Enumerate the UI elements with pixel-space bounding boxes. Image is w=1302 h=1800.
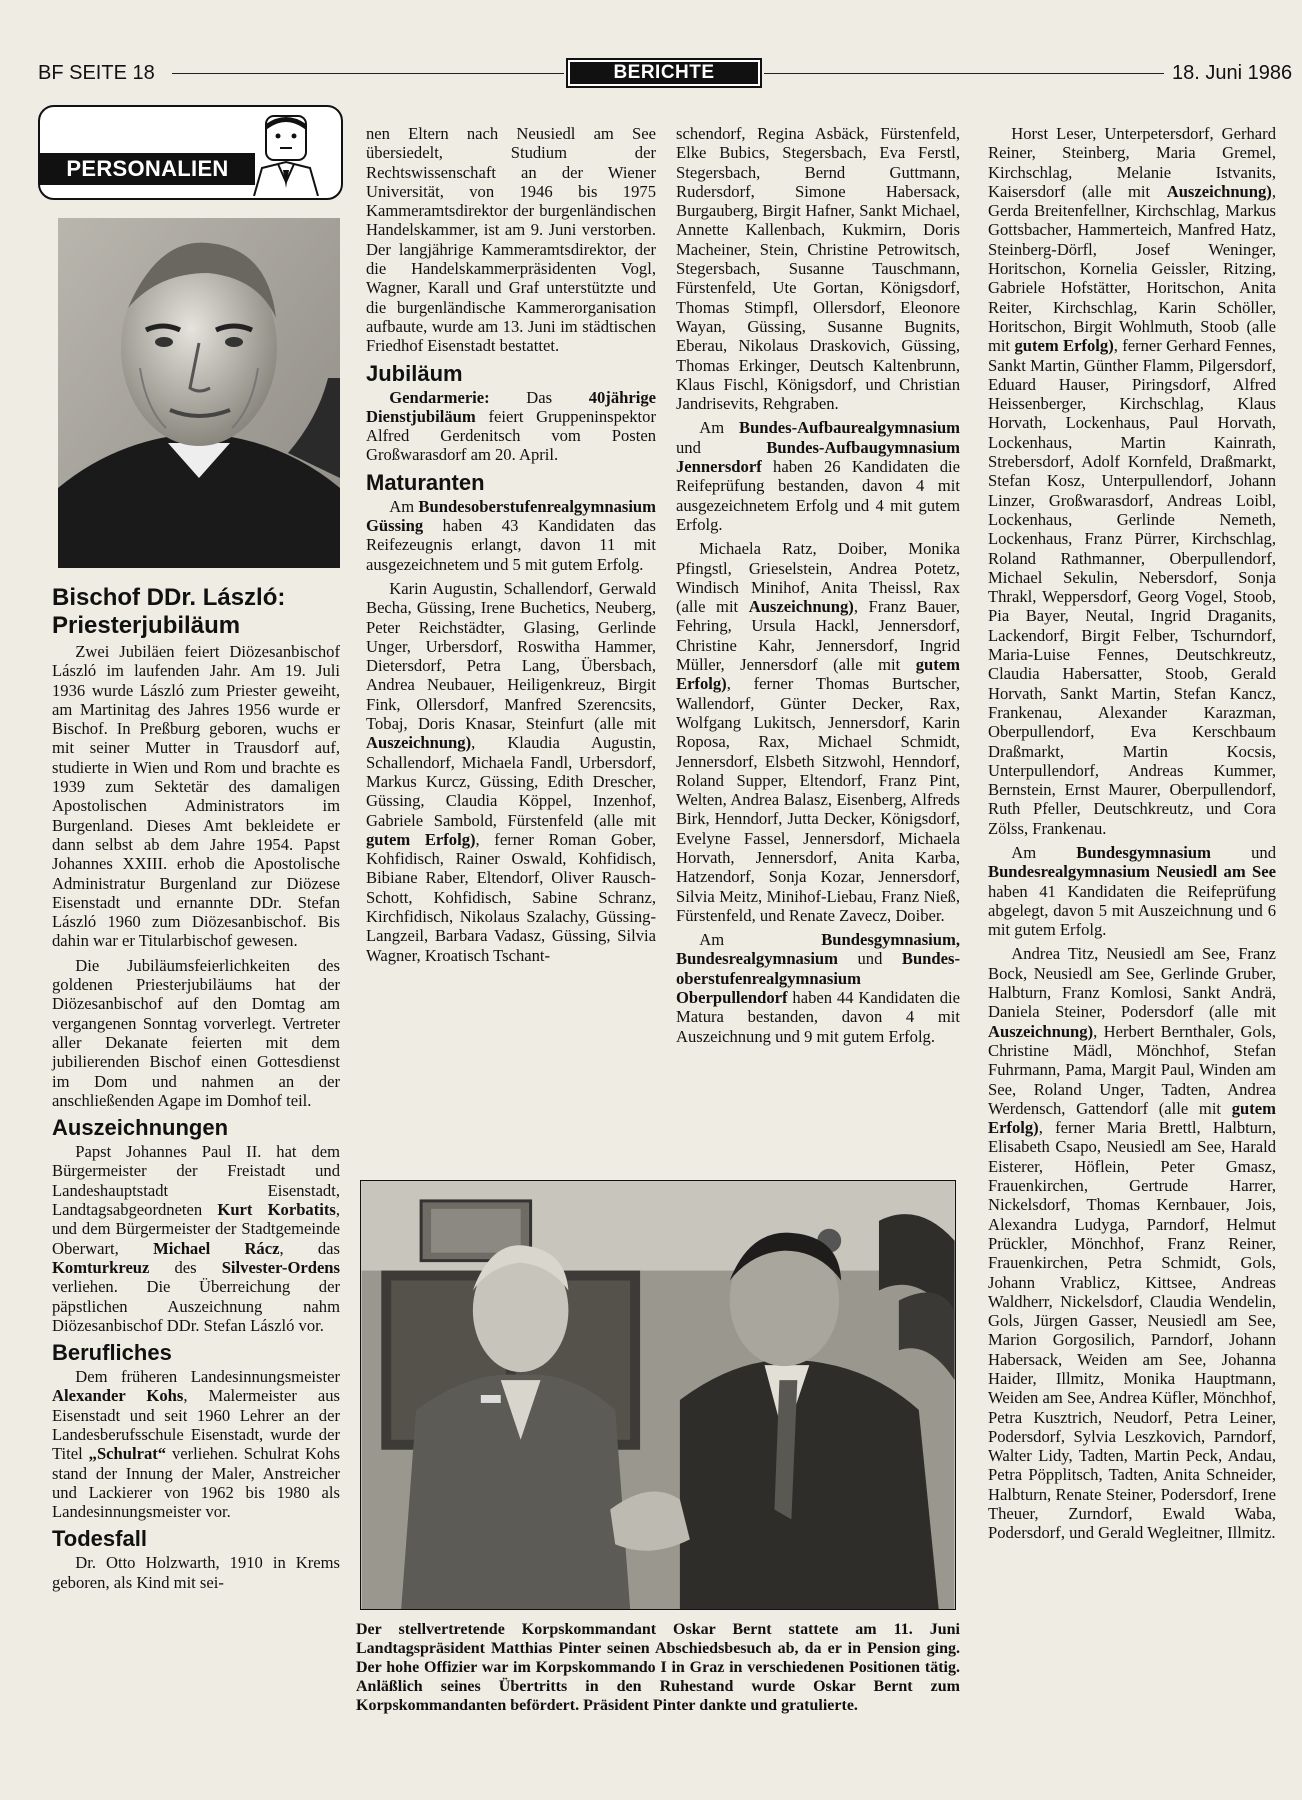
oberpullendorf-paragraph: Am Bundesgymnasium, Bundesrealgymnasium und Bundes-oberstufenrealgymnasium Oberpullendorf haben 44 Kandidaten die Matura bestanden, davon 4 mit Auszeichnung und 9 mit gutem Erfolg. — [676, 930, 960, 1046]
awards-paragraph: Papst Johannes Paul II. hat dem Bürgermeister der Freistadt und Landeshauptstadt Eisenstadt, Landtagsabgeordneten Kurt Korbatits, und dem Bürgermeister der Stadtgemeinde Oberwart, Michael Rácz, das Komturkreuz des Silvester-Ordens verliehen. Die Überreichung der päpstlichen Auszeichnung nahm Diözesanbischof DDr. Stefan László vor. — [52, 1142, 340, 1335]
column-1 — [52, 580, 340, 1597]
matur-names-paragraph: Karin Augustin, Schallendorf, Gerwald Becha, Güssing, Irene Buchetics, Neuberg, Peter Reichstädter, Glasing, Gerlinde Unger, Urbersdorf, Roswitha Hammer, Dietersdorf, Petra Lang, Übersbach, Andrea Neubauer, Heiligenkreuz, Birgit Fink, Ollersdorf, Manfred Szerencsits, Tobaj, Doris Knasar, Steinfurt (alle mit Auszeichnung), Klaudia Augustin, Schallendorf, Michaela Fandl, Urbersdorf, Markus Kurcz, Güssing, Edith Drescher, Güssing, Claudia Köppel, Inzenhof, Gabriele Sambold, Fürstenfeld (alle mit gutem Erfolg), ferner Roman Gober, Kohfidisch, Rainer Oswald, Kohfidisch, Bibiane Raber, Eltendorf, Oliver Rausch-Schott, Kohfidisch, Sabine Schranz, Kirchfidisch, Nikolaus Szalachy, Güssing-Langzeil, Barbara Vadasz, Güssing, Silvia Wagner, Kroatisch Tschant- — [366, 578, 657, 965]
name-korbatits: Kurt Korbatits — [217, 1200, 336, 1220]
column-3 — [676, 124, 960, 1051]
career-paragraph: Dem früheren Landesinnungsmeister Alexander Kohs, Malermeister aus Eisenstadt und seit 1960 Lehrer an der Landesberufsschule Eisenstadt, wurde der Titel „Schulrat“ verliehen. Schulrat Kohs stand der Innung der Maler, Anstreicher und Lackierer von 1962 bis 1980 als Landesinnungsmeister vor. — [52, 1367, 340, 1522]
award-silvester-orden: Silvester-Ordens — [221, 1257, 340, 1277]
jubilee-paragraph: Gendarmerie: Das 40jährige Dienstjubiläum feiert Gruppeninspektor Alfred Gerdenitsch vom Posten Großwarasdorf am 20. April. — [366, 387, 656, 465]
handshake-photo — [360, 1180, 956, 1610]
neusiedl-names-paragraph: Andrea Titz, Neusiedl am See, Franz Bock, Neusiedl am See, Gerlinde Gruber, Halbturn, Franz Komlosi, Sankt Andrä, Daniela Steiner, Podersdorf (alle mit Auszeichnung), Herbert Bernthaler, Gols, Christine Mädl, Mönchhof, Stefan Fuhrmann, Pama, Margit Paul, Winden am See, Roland Unger, Tadten, Andrea Werdensch, Gattendorf (alle mit gutem Erfolg), ferner Maria Brettl, Halbturn, Elisabeth Csapo, Neusiedl am See, Harald Eisterer, Höflein, Peter Gmasz, Frauenkirchen, Gertrude Harrer, Nickelsdorf, Thomas Kernbauer, Jois, Alexandra Ludyga, Parndorf, Helmut Prückler, Mönchhof, Franz Reiner, Frauenkirchen, Petra Schmidt, Gols, Johann Vrablicz, Kittsee, Andreas Waldherr, Nickelsdorf, Claudia Wendelin, Gols, Jürgen Gasser, Neusiedl am See, Marion Gorgosilich, Parndorf, Johann Habersack, Weiden am See, Johanna Haider, Illmitz, Monika Hauptmann, Weiden am See, Andrea Küfler, Mönchhof, Petra Kusztrich, Neudorf, Petra Leiner, Podersdorf, Sylvia Leszkovich, Parndorf, Walter Lidy, Tadten, Martin Peck, Andau, Petra Pöpplitsch, Tadten, Anita Schneider, Halbturn, Renate Steiner, Podersdorf, Irene Theuer, Zurndorf, Ewald Waba, Podersdorf, und Gerald Wegleitner, Illmitz. — [988, 944, 1276, 1543]
jennersdorf-paragraph: Am Bundes-Aufbaurealgymnasium und Bundes-Aufbaugymnasium Jennersdorf haben 26 Kandidaten die Reifeprüfung bestanden, davon 4 mit ausgezeichnetem Erfolg und 4 mit gutem Erfolg. — [676, 418, 960, 534]
photo-caption: Der stellvertretende Korpskommandant Oskar Bernt stattete am 11. Juni Landtagspräsident Matthias Pinter seinen Abschiedsbesuch ab, da er in Pension ging. Der hohe Offizier war im Korpskommando I in Graz in verschiedenen Positionen tätig. Anläßlich seines Übertritts in den Ruhestand wurde Oskar Bernt zum Korpskommandanten befördert. Präsident Pinter dankte und gratulierte. — [356, 1621, 960, 1714]
bishop-paragraph-2: Die Jubiläumsfeierlichkeiten des goldenen Priesterjubiläums hat der Diözesanbischof auf den Domtag am vergangenen Sonntag vorverlegt. Vertreter aller Dekanate feierten mit dem jubilierenden Bischof einen Gottesdienst im Dom und nahmen an der anschließenden Agape im Domhof teil. — [52, 955, 340, 1110]
column-4 — [988, 124, 1276, 1548]
jubilee-heading: Jubiläum — [366, 360, 463, 386]
header-rule-left — [172, 73, 564, 74]
personalien-badge: PERSONALIEN — [40, 153, 255, 185]
death-heading: Todesfall — [52, 1526, 147, 1552]
award-komturkreuz: Komturkreuz — [52, 1257, 150, 1277]
death-paragraph: Dr. Otto Holzwarth, 1910 in Krems geboren, als Kind mit sei- — [52, 1553, 340, 1592]
page-number-label: BF SEITE 18 — [38, 62, 155, 84]
person-mascot-icon — [248, 112, 332, 196]
maturanten-heading: Maturanten — [366, 469, 485, 495]
neusiedl-paragraph: Am Bundesgymnasium und Bundesrealgymnasium Neusiedl am See haben 41 Kandidaten die Reifeprüfung abgelegt, davon 5 mit Auszeichnung und 6 mit gutem Erfolg. — [988, 842, 1276, 940]
names-continuation: schendorf, Regina Asbäck, Fürstenfeld, Elke Bubics, Stegersbach, Eva Ferstl, Stegersbach, Bernd Guttmann, Rudersdorf, Simone Habersack, Burgauberg, Birgit Hafner, Sankt Michael, Annette Kallenbach, Kukmirn, Doris Macheiner, Stein, Christine Petrowitsch, Stegersbach, Susanne Tauschmann, Fürstenfeld, Ute Gortan, Königsdorf, Thomas Stimpfl, Ollersdorf, Eleonore Wayan, Güssing, Susanne Bugnits, Eberau, Nikolaus Draskovich, Güssing, Thomas Erkinger, Deutsch Kaltenbrunn, Klaus Fischl, Königsdorf, und Christian Jandrisevits, Rehgraben. — [676, 124, 960, 414]
death-continuation: nen Eltern nach Neusiedl am See übersiedelt, Studium der Rechtswissenschaft an der Wiener Universität, von 1946 bis 1975 Kammeramtsdirektor der burgenländischen Handelskammer, ist am 9. Juni verstorben. Der langjährige Kammeramtsdirektor, der die Handelskammerpräsidenten Vogl, Wagner, Karall und Graf unterstützte und die burgenländische Kammerorganisation aufbaute, wurde am 13. Juni im städtischen Friedhof Eisenstadt bestattet. — [366, 124, 656, 356]
bishop-paragraph-1: Zwei Jubiläen feiert Diözesanbischof László im laufenden Jahr. Am 19. Juli 1936 wurde László zum Priester geweiht, am Martinitag des Jahres 1956 wurde er Bischof. In Preßburg geboren, wuchs er mit seiner Mutter in Trausdorf auf, studierte in Wien und Rom und brachte es 1939 zum Sektetär des damaligen Apostolischen Administrators im Burgenland. Dieses Amt bekleidete er dann selbst ab dem Jahre 1954. Papst Johannes XXIII. erhob die Apostolische Administratur Burgenland zur Diözese Eisenstadt und ernannte DDr. Stefan László 1960 zum Diözesanbischof. Bis dahin war er Titularbischof gewesen. — [52, 642, 340, 951]
oberpullendorf-names-paragraph: Horst Leser, Unterpetersdorf, Gerhard Reiner, Steinberg, Maria Gremel, Kirchschlag, Melanie Istvanits, Kaisersdorf (alle mit Auszeichnung), Gerda Breitenfellner, Kirchschlag, Markus Gottsbacher, Hammerteich, Manfred Hatz, Steinberg-Dörfl, Josef Weninger, Horitschon, Kornelia Geissler, Ritzing, Gabriele Hofstätter, Horitschon, Anita Reiter, Kirchschlag, Karin Schöller, Horitschon, Birgit Wohlmuth, Stoob (alle mit gutem Erfolg), ferner Gerhard Fennes, Sankt Martin, Günther Flamm, Pilgersdorf, Eduard Hauser, Piringsdorf, Alfred Heissenberger, Kirchschlag, Klaus Horvath, Lockenhaus, Paul Horvath, Lockenhaus, Martin Kainrath, Strebersdorf, Adolf Kornfeld, Draßmarkt, Stefan Kosz, Unterpullendorf, Johann Linzer, Großwarasdorf, Andreas Loibl, Lockenhaus, Gerlinde Nemeth, Lockenhaus, Franz Pürrer, Kirchschlag, Roland Rathmanner, Oberpullendorf, Michael Sekulin, Nebersdorf, Sonja Thrakl, Weppersdorf, Georg Vogel, Stoob, Pia Bayer, Neutal, Ingrid Draganits, Lackendorf, Birgit Felber, Tschurndorf, Maria-Luise Fennes, Deutschkreutz, Claudia Habersatter, Stoob, Gerald Horvath, Sankt Martin, Stefan Kancz, Frankenau, Alexander Karazman, Oberpullendorf, Eva Kerschbaum Draßmarkt, Martin Kocsis, Unterpullendorf, Andreas Kummer, Bernstein, Ernst Maurer, Oberpullendorf, Ruth Pfeller, Deutschkreutz, und Cora Zölss, Frankenau. — [988, 124, 1277, 838]
title-schulrat: „Schulrat“ — [88, 1444, 167, 1464]
career-heading: Berufliches — [52, 1340, 172, 1366]
section-banner — [566, 58, 762, 88]
name-kohs: Alexander Kohs — [52, 1386, 184, 1406]
jennersdorf-names-paragraph: Michaela Ratz, Doiber, Monika Pfingstl, Grieselstein, Andrea Potetz, Windisch Minihof, Anita Theissl, Rax (alle mit Auszeichnung), Franz Bauer, Fehring, Ursula Hackl, Jennersdorf, Christine Kahr, Jennersdorf, Ingrid Müller, Jennersdorf (alle mit gutem Erfolg), ferner Thomas Burtscher, Wallendorf, Günter Decker, Rax, Wolfgang Lukitsch, Jennersdorf, Karin Roposa, Rax, Michael Schmidt, Jennersdorf, Elsbeth Sitzwohl, Henndorf, Roland Supper, Eltendorf, Franz Pint, Welten, Andrea Balasz, Eisenberg, Alfreds Birk, Henndorf, Jutta Decker, Königsdorf, Evelyne Fassel, Jennersdorf, Michaela Horvath, Jennersdorf, Anita Karba, Hatzendorf, Sonja Kozar, Jennersdorf, Silvia Meitz, Minihof-Liebau, Franz Nieß, Fürstenfeld, und Renate Zavecz, Doiber. — [676, 539, 960, 925]
header-rule-right — [764, 73, 1164, 74]
awards-heading: Auszeichnungen — [52, 1115, 229, 1141]
column-2 — [366, 124, 656, 970]
bishop-portrait-photo — [58, 218, 340, 568]
issue-date: 18. Juni 1986 — [1172, 62, 1293, 84]
name-racz: Michael Rácz — [153, 1238, 280, 1258]
section-title: BERICHTE — [570, 62, 758, 84]
matur-intro-paragraph: Am Bundesoberstufenrealgymnasium Güssing haben 43 Kandidaten das Reifezeugnis erlangt, davon 11 mit ausgezeichnetem und 5 mit gutem Erfolg. — [366, 496, 656, 574]
bishop-heading: Bischof DDr. László: Priesterjubiläum — [52, 584, 286, 639]
